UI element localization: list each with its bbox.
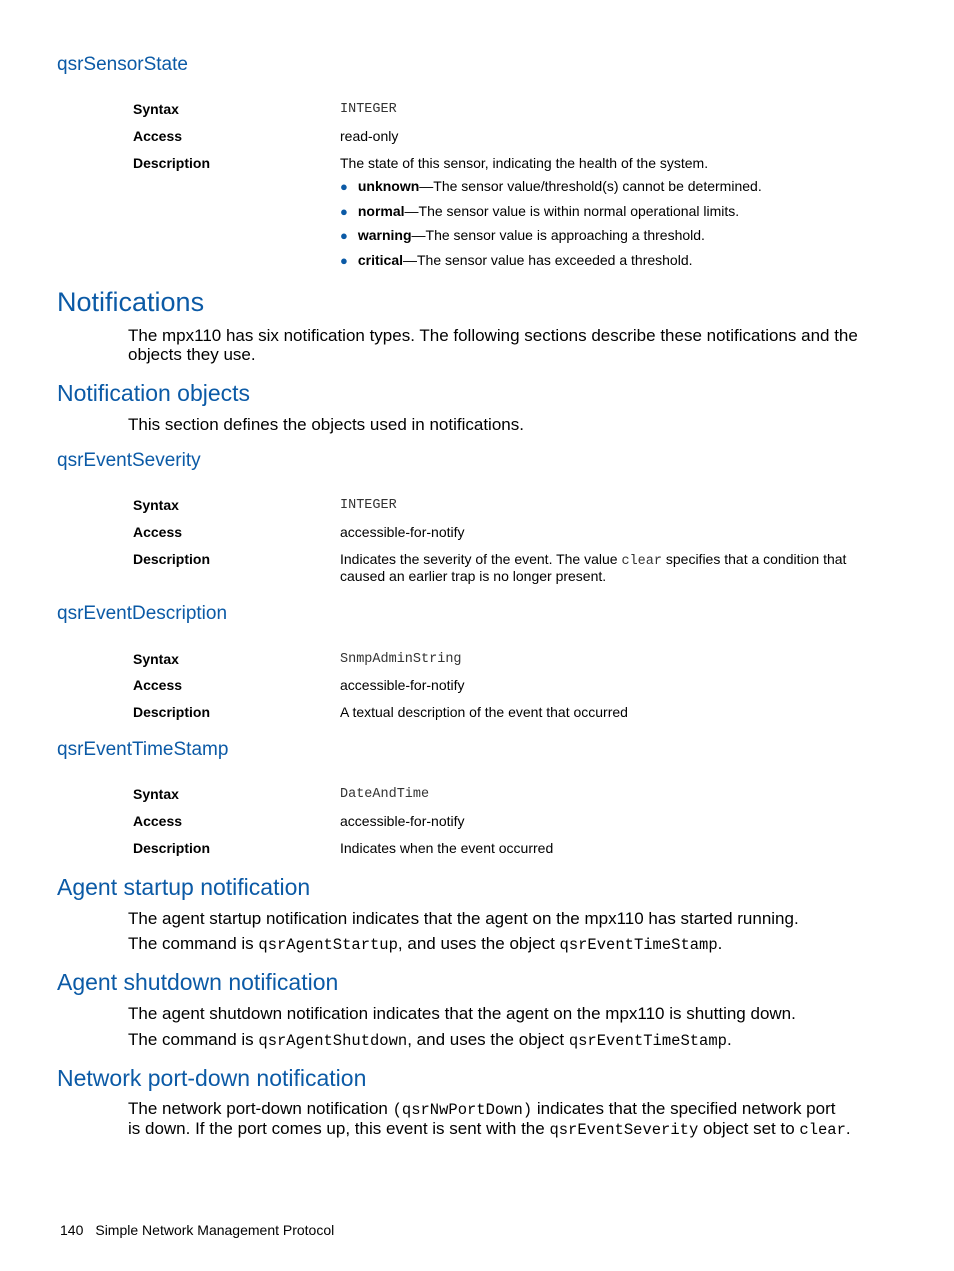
- description-label: Description: [133, 155, 211, 171]
- term-text: —The sensor value is within normal operational limits.: [404, 203, 740, 219]
- access-value: accessible-for-notify: [340, 524, 465, 540]
- description-value-line2: caused an earlier trap is no longer present.: [340, 568, 607, 584]
- bullet-icon: ●: [340, 179, 348, 194]
- code: qsrAgentShutdown: [258, 1032, 408, 1050]
- syntax-value: INTEGER: [340, 102, 397, 117]
- section-heading-event-description: qsrEventDescription: [57, 603, 228, 624]
- text: object set to: [698, 1119, 800, 1138]
- text: is down. If the port comes up, this event is sent with the: [128, 1119, 550, 1138]
- code: clear: [799, 1121, 846, 1139]
- term-text: —The sensor value/threshold(s) cannot be determined.: [419, 178, 762, 194]
- syntax-label: Syntax: [133, 101, 179, 117]
- access-label: Access: [133, 524, 183, 540]
- paragraph: The agent shutdown notification indicates that the agent on the mpx110 is shutting down.: [128, 1004, 796, 1023]
- syntax-label: Syntax: [133, 497, 179, 513]
- syntax-value: INTEGER: [340, 498, 397, 513]
- description-value: A textual description of the event that occurred: [340, 704, 628, 720]
- text: specifies that a condition that: [661, 551, 847, 567]
- section-heading-sensor-state: qsrSensorState: [57, 54, 188, 75]
- paragraph: [128, 1099, 835, 1119]
- syntax-value: DateAndTime: [340, 787, 430, 802]
- term: unknown: [357, 178, 420, 194]
- code: qsrEventTimeStamp: [559, 936, 718, 954]
- text: , and uses the object: [397, 934, 560, 953]
- access-value: accessible-for-notify: [340, 677, 465, 693]
- code: qsrAgentStartup: [258, 936, 398, 954]
- syntax-value: SnmpAdminString: [340, 652, 462, 667]
- paragraph: The mpx110 has six notification types. The following sections describe these notifications and the: [128, 326, 858, 345]
- description-value: Indicates when the event occurred: [340, 840, 554, 856]
- section-heading-agent-startup: Agent startup notification: [57, 874, 311, 900]
- paragraph: objects they use.: [128, 345, 256, 364]
- text: The network port-down notification: [128, 1099, 393, 1118]
- footer-title: Simple Network Management Protocol: [95, 1222, 335, 1238]
- code: qsrEventSeverity: [549, 1121, 699, 1139]
- section-heading-event-severity: qsrEventSeverity: [57, 450, 201, 471]
- list-item: [340, 178, 762, 194]
- code: clear: [621, 554, 662, 569]
- syntax-label: Syntax: [133, 651, 179, 667]
- code: qsrEventTimeStamp: [568, 1032, 727, 1050]
- description-label: Description: [133, 551, 211, 567]
- list-item: [340, 203, 739, 219]
- section-heading-agent-shutdown: Agent shutdown notification: [57, 969, 339, 995]
- code: (qsrNwPortDown): [392, 1101, 533, 1119]
- access-label: Access: [133, 128, 183, 144]
- paragraph: [128, 1119, 851, 1139]
- paragraph: [128, 934, 722, 954]
- section-heading-notification-objects: Notification objects: [57, 380, 251, 406]
- description-value: [340, 551, 846, 569]
- text: Indicates the severity of the event. The value: [340, 551, 622, 567]
- bullet-icon: ●: [340, 253, 348, 268]
- page-number: 140: [60, 1222, 84, 1238]
- page-title-notifications: Notifications: [57, 287, 205, 317]
- text: .: [726, 1030, 732, 1049]
- term: warning: [357, 227, 412, 243]
- syntax-label: Syntax: [133, 786, 179, 802]
- paragraph: [128, 1030, 732, 1050]
- page-footer: [60, 1222, 334, 1238]
- term-text: —The sensor value has exceeded a threshold.: [403, 252, 693, 268]
- paragraph: This section defines the objects used in notifications.: [128, 415, 524, 434]
- section-heading-event-timestamp: qsrEventTimeStamp: [57, 739, 229, 760]
- description-label: Description: [133, 704, 211, 720]
- term: normal: [357, 203, 405, 219]
- text: indicates that the specified network port: [532, 1099, 836, 1118]
- bullet-icon: ●: [340, 228, 348, 243]
- list-item: [340, 227, 705, 243]
- description-label: Description: [133, 840, 211, 856]
- text: , and uses the object: [407, 1030, 569, 1049]
- paragraph: The agent startup notification indicates that the agent on the mpx110 has started running.: [128, 909, 799, 928]
- text: .: [717, 934, 723, 953]
- section-heading-network-port-down: Network port-down notification: [57, 1065, 367, 1091]
- description-value: The state of this sensor, indicating the health of the system.: [340, 155, 709, 171]
- text: The command is: [128, 934, 259, 953]
- access-label: Access: [133, 677, 183, 693]
- access-value: read-only: [340, 128, 399, 144]
- term-text: —The sensor value is approaching a threshold.: [411, 227, 705, 243]
- text: The command is: [128, 1030, 259, 1049]
- access-label: Access: [133, 813, 183, 829]
- text: .: [845, 1119, 851, 1138]
- list-item: [340, 252, 693, 268]
- access-value: accessible-for-notify: [340, 813, 465, 829]
- term: critical: [357, 252, 403, 268]
- bullet-icon: ●: [340, 204, 348, 219]
